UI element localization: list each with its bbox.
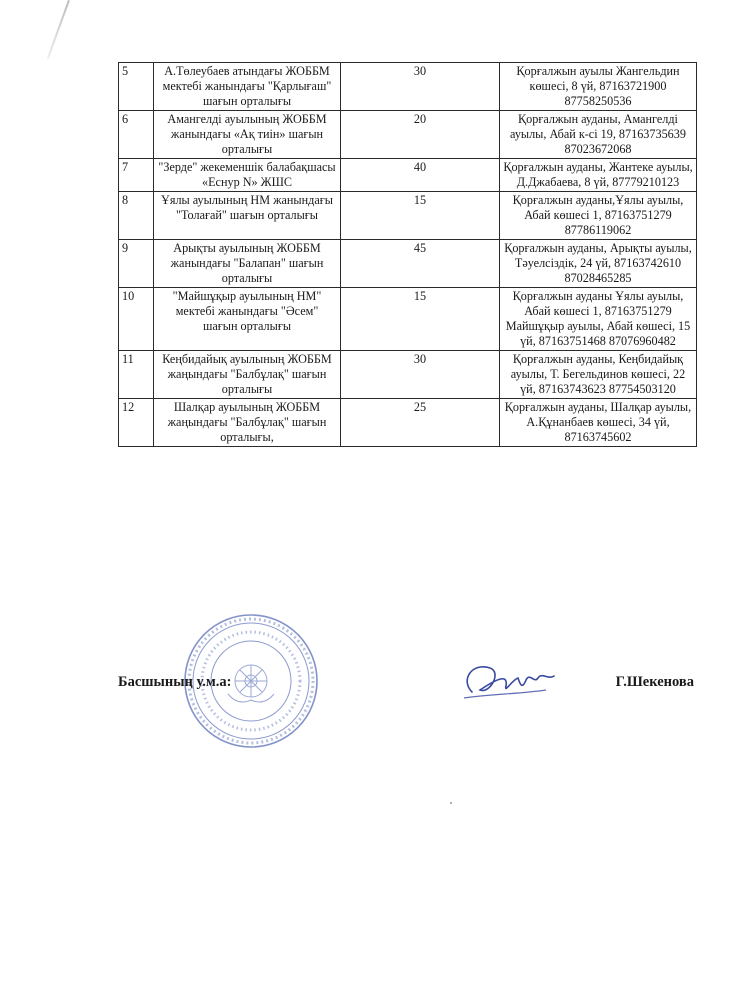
institution-name: Шалқар ауылының ЖОББМ жаңындағы "Балбұлақ" шағын орталығы, — [154, 399, 341, 447]
address-contacts: Қорғалжын ауданы, Кеңбидайық ауылы, Т. Бегельдинов көшесі, 22 үй, 87163743623 87754503120 — [500, 351, 697, 399]
capacity-value: 30 — [341, 351, 500, 399]
row-number: 10 — [119, 288, 154, 351]
table-row — [119, 351, 697, 399]
kindergarten-table — [118, 62, 697, 447]
table-row — [119, 399, 697, 447]
institution-name: "Майшұқыр ауылының НМ" мектебі жанындағы "Әсем" шағын орталығы — [154, 288, 341, 351]
row-number: 6 — [119, 111, 154, 159]
table-row — [119, 192, 697, 240]
signoff-row — [118, 674, 694, 694]
address-contacts: Қорғалжын ауданы, Арықты ауылы, Тәуелсіздік, 24 үй, 87163742610 87028465285 — [500, 240, 697, 288]
institution-name: Ұялы ауылының НМ жанындағы "Толағай" шағын орталығы — [154, 192, 341, 240]
address-contacts: Қорғалжын ауданы, Амангелді ауылы, Абай к-сі 19, 87163735639 87023672068 — [500, 111, 697, 159]
capacity-value: 45 — [341, 240, 500, 288]
institution-name: "Зерде" жекеменшік балабақшасы «Еснур N» ЖШС — [154, 159, 341, 192]
row-number: 8 — [119, 192, 154, 240]
capacity-value: 30 — [341, 63, 500, 111]
address-contacts: Қорғалжын ауданы, Шалқар ауылы, А.Құнанбаев көшесі, 34 үй, 87163745602 — [500, 399, 697, 447]
row-number: 9 — [119, 240, 154, 288]
row-number: 5 — [119, 63, 154, 111]
address-contacts: Қорғалжын ауданы,Ұялы ауылы, Абай көшесі 1, 87163751279 87786119062 — [500, 192, 697, 240]
scan-artifact-line — [47, 0, 70, 59]
address-contacts: Қорғалжын ауылы Жангельдин көшесі, 8 үй, 87163721900 87758250536 — [500, 63, 697, 111]
table-row — [119, 63, 697, 111]
signoff-name: Г.Шекенова — [615, 674, 694, 690]
address-contacts: Қорғалжын ауданы Ұялы ауылы, Абай көшесі 1, 87163751279 Майшұқыр ауылы, Абай көшесі, 15 үй, 87163751468 87076960482 — [500, 288, 697, 351]
capacity-value: 15 — [341, 288, 500, 351]
signoff-label: Басшының у.м.а: — [118, 674, 232, 690]
table-row — [119, 288, 697, 351]
row-number: 11 — [119, 351, 154, 399]
table-row — [119, 159, 697, 192]
capacity-value: 25 — [341, 399, 500, 447]
institution-name: Амангелді ауылының ЖОББМ жанындағы «Ақ тиін» шағын орталығы — [154, 111, 341, 159]
table-row — [119, 240, 697, 288]
address-contacts: Қорғалжын ауданы, Жантеке ауылы, Д.Джабаева, 8 үй, 87779210123 — [500, 159, 697, 192]
institution-name: А.Төлеубаев атындағы ЖОББМ мектебі жанындағы "Қарлығаш" шағын орталығы — [154, 63, 341, 111]
institution-name: Арықты ауылының ЖОББМ жанындағы "Балапан" шағын орталығы — [154, 240, 341, 288]
capacity-value: 40 — [341, 159, 500, 192]
scan-dot — [450, 802, 452, 804]
row-number: 7 — [119, 159, 154, 192]
institution-name: Кеңбидайық ауылының ЖОББМ жаңындағы "Балбұлақ" шағын орталығы — [154, 351, 341, 399]
capacity-value: 20 — [341, 111, 500, 159]
row-number: 12 — [119, 399, 154, 447]
table-row — [119, 111, 697, 159]
capacity-value: 15 — [341, 192, 500, 240]
